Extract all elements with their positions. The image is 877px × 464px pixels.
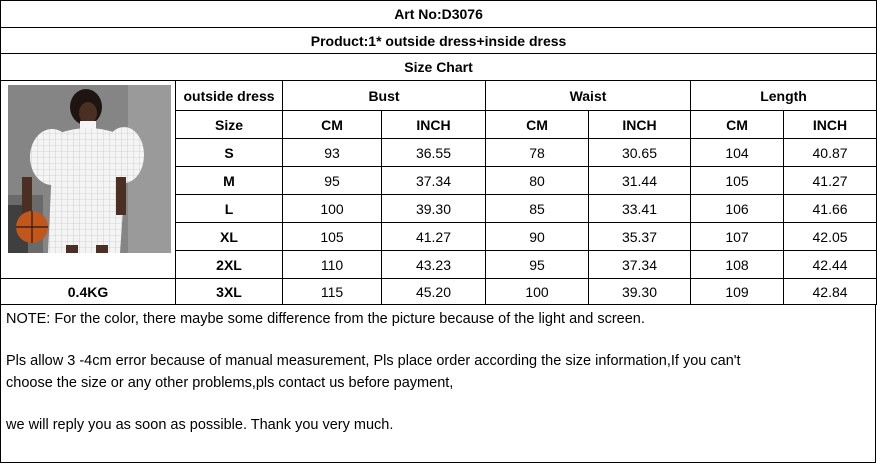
value-cell: 108 xyxy=(691,251,784,279)
value-cell: 33.41 xyxy=(589,195,691,223)
value-cell: 93 xyxy=(283,139,382,167)
value-cell: 41.66 xyxy=(784,195,877,223)
table-row xyxy=(1,279,877,305)
value-cell: 42.84 xyxy=(784,279,877,305)
value-cell: 107 xyxy=(691,223,784,251)
weight-cell: 0.4KG xyxy=(1,279,176,305)
length-header: Length xyxy=(691,81,877,111)
note-reply: we will reply you as soon as possible. Thank you very much. xyxy=(6,417,394,433)
value-cell: 45.20 xyxy=(382,279,486,305)
unit-header: INCH xyxy=(589,111,691,139)
unit-header: CM xyxy=(486,111,589,139)
value-cell: 43.23 xyxy=(382,251,486,279)
value-cell: 109 xyxy=(691,279,784,305)
size-cell: M xyxy=(176,167,283,195)
unit-header: INCH xyxy=(784,111,877,139)
size-cell: S xyxy=(176,139,283,167)
size-chart-title: Size Chart xyxy=(1,54,877,81)
value-cell: 100 xyxy=(283,195,382,223)
waist-header: Waist xyxy=(486,81,691,111)
value-cell: 95 xyxy=(283,167,382,195)
note-contact: choose the size or any other problems,pls contact us before payment, xyxy=(6,375,454,391)
value-cell: 42.44 xyxy=(784,251,877,279)
model-in-white-dress-image xyxy=(8,85,171,253)
value-cell: 106 xyxy=(691,195,784,223)
value-cell: 95 xyxy=(486,251,589,279)
value-cell: 39.30 xyxy=(589,279,691,305)
product-description: Product:1* outside dress+inside dress xyxy=(1,28,877,54)
value-cell: 42.05 xyxy=(784,223,877,251)
size-cell: 3XL xyxy=(176,279,283,305)
value-cell: 90 xyxy=(486,223,589,251)
value-cell: 41.27 xyxy=(382,223,486,251)
value-cell: 37.34 xyxy=(589,251,691,279)
note-measurement: Pls allow 3 -4cm error because of manual measurement, Pls place order according the size information,If you can't xyxy=(6,353,741,369)
product-photo xyxy=(8,85,171,253)
value-cell: 31.44 xyxy=(589,167,691,195)
art-number: Art No:D3076 xyxy=(1,1,877,28)
value-cell: 40.87 xyxy=(784,139,877,167)
value-cell: 105 xyxy=(283,223,382,251)
notes-section xyxy=(0,305,876,463)
value-cell: 85 xyxy=(486,195,589,223)
value-cell: 105 xyxy=(691,167,784,195)
value-cell: 41.27 xyxy=(784,167,877,195)
size-cell: XL xyxy=(176,223,283,251)
value-cell: 39.30 xyxy=(382,195,486,223)
value-cell: 36.55 xyxy=(382,139,486,167)
value-cell: 80 xyxy=(486,167,589,195)
section-label: outside dress xyxy=(176,81,283,111)
unit-header: CM xyxy=(283,111,382,139)
unit-header: CM xyxy=(691,111,784,139)
value-cell: 35.37 xyxy=(589,223,691,251)
size-cell: L xyxy=(176,195,283,223)
value-cell: 104 xyxy=(691,139,784,167)
product-photo-cell xyxy=(1,81,176,279)
value-cell: 37.34 xyxy=(382,167,486,195)
value-cell: 110 xyxy=(283,251,382,279)
size-column-header: Size xyxy=(176,111,283,139)
value-cell: 30.65 xyxy=(589,139,691,167)
value-cell: 115 xyxy=(283,279,382,305)
value-cell: 100 xyxy=(486,279,589,305)
value-cell: 78 xyxy=(486,139,589,167)
bust-header: Bust xyxy=(283,81,486,111)
unit-header: INCH xyxy=(382,111,486,139)
size-cell: 2XL xyxy=(176,251,283,279)
note-color: NOTE: For the color, there maybe some difference from the picture because of the light and screen. xyxy=(6,311,645,327)
